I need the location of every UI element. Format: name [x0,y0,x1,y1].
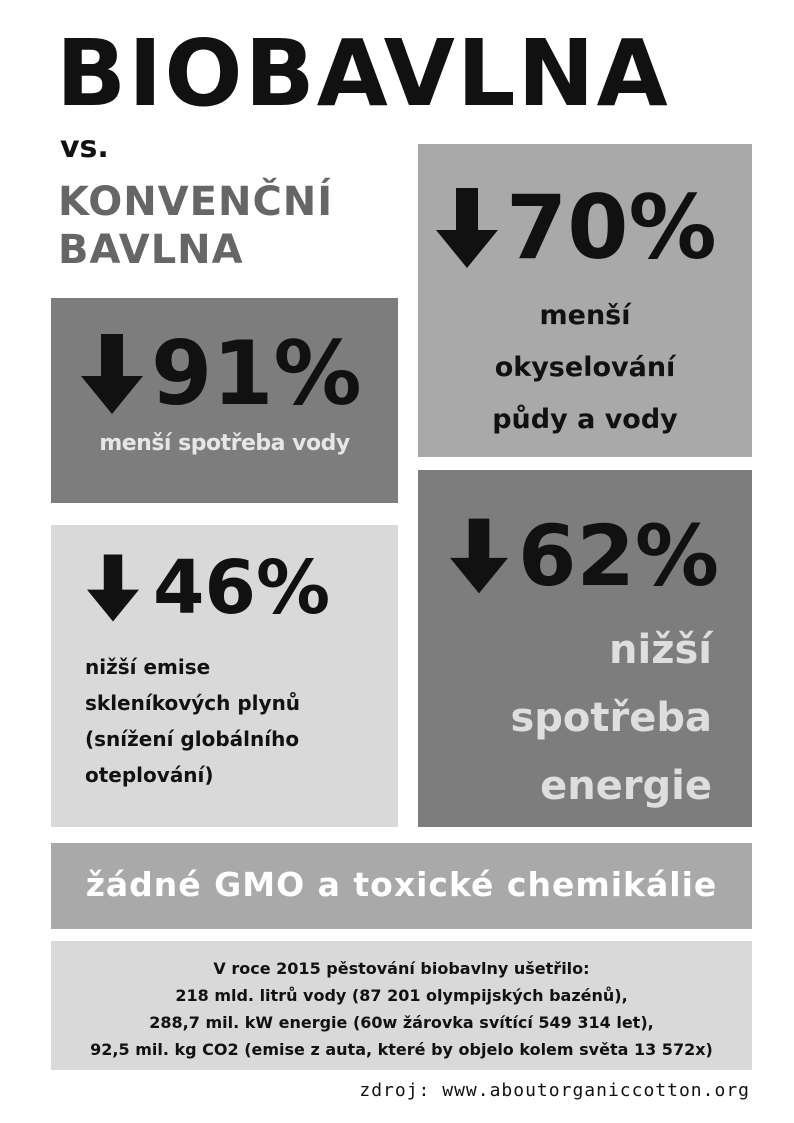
stat-card-soil [418,144,752,457]
fact-line: 288,7 mil. kW energie (60w žárovka svítící 549 314 let), [149,1013,654,1032]
conventional-line: KONVENČNÍ [58,179,334,225]
description-line: půdy a vody [492,404,678,435]
down-arrow-icon [436,188,498,268]
stat-card-energy [418,470,752,827]
gmo-banner-text: žádné GMO a toxické chemikálie [85,865,718,904]
description-line: nižší [609,627,712,673]
conventional-line: BAVLNA [58,227,244,273]
stat-description [51,428,398,460]
gmo-banner [51,843,752,929]
stat-value-row [87,545,331,631]
fact-line: 218 mld. litrů vody (87 201 olympijských bazénů), [175,986,628,1005]
savings-facts [51,941,752,1070]
page-title: BIOBAVLNA [56,20,670,127]
stat-description [418,290,752,446]
stat-value: 70% [506,176,717,279]
down-arrow-icon [450,518,508,594]
description-line: energie [540,763,712,809]
fact-line: V roce 2015 pěstování biobavlny ušetřilo: [213,959,590,978]
vs-label: vs. [60,130,109,165]
description-line: spotřeba [510,695,712,741]
stat-value: 46% [153,545,331,631]
stat-card-water [51,298,398,503]
stat-card-emissions [51,525,398,827]
fact-line: 92,5 mil. kg CO2 (emise z auta, které by objelo kolem světa 13 572x) [90,1040,713,1059]
description-line: okyselování [494,352,676,383]
description-line: (snížení globálního [85,727,300,751]
stat-value: 62% [518,507,720,605]
stat-description [85,649,300,793]
description-line: menší [539,300,631,331]
savings-facts-text [51,955,752,1063]
description-line: skleníkových plynů [85,691,301,715]
description-line: oteplování) [85,763,214,787]
stat-value-row [450,507,720,605]
down-arrow-icon [81,334,143,414]
description-line: menší spotřeba vody [99,431,350,456]
stat-description [510,616,712,820]
stat-value: 91% [151,322,362,425]
source-credit: zdroj: www.aboutorganiccotton.org [359,1080,750,1101]
conventional-cotton-label [58,178,333,274]
description-line: nižší emise [85,655,211,679]
stat-value-row [436,176,717,279]
stat-value-row [81,322,362,425]
down-arrow-icon [87,554,139,622]
